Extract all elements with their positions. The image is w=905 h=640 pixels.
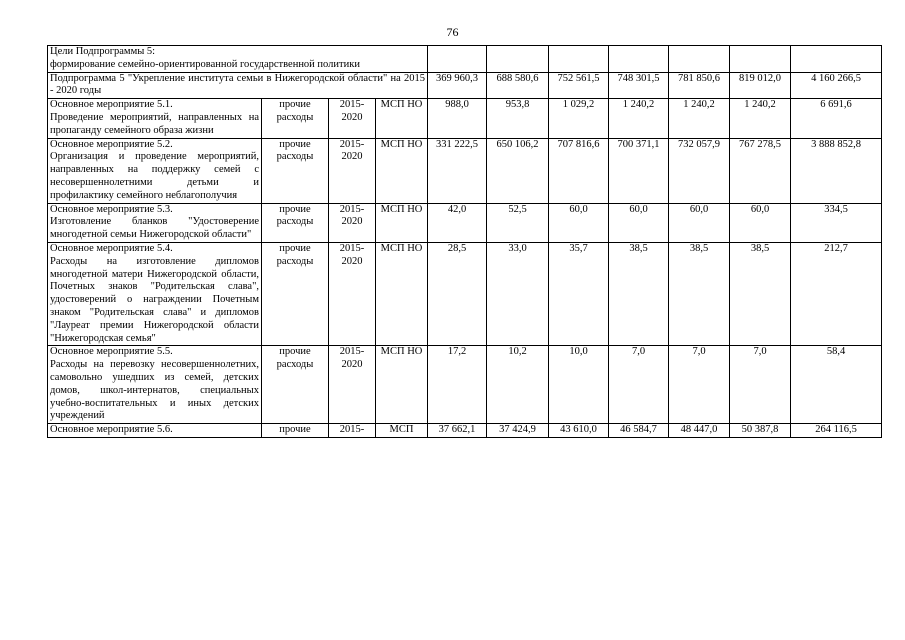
value-2018: 1 240,2 <box>609 99 669 138</box>
value-2020: 7,0 <box>730 346 791 424</box>
value-2020: 60,0 <box>730 203 791 242</box>
value-2018: 60,0 <box>609 203 669 242</box>
expense-type: прочие расходы <box>262 346 329 424</box>
value-2017: 752 561,5 <box>549 72 609 99</box>
value-2018: 700 371,1 <box>609 138 669 203</box>
value-2018: 7,0 <box>609 346 669 424</box>
budget-table <box>47 45 882 438</box>
measure-description <box>48 346 262 424</box>
measure-row <box>48 203 882 242</box>
value-2019: 7,0 <box>669 346 730 424</box>
value-total: 212,7 <box>791 242 882 345</box>
measure-title: Основное мероприятие 5.2. <box>50 138 173 150</box>
value-total: 4 160 266,5 <box>791 72 882 99</box>
value-2017: 10,0 <box>549 346 609 424</box>
value-2017: 43 610,0 <box>549 424 609 438</box>
period: 2015-2020 <box>329 99 376 138</box>
expense-type: прочие <box>262 424 329 438</box>
measure-row <box>48 242 882 345</box>
value-2017: 707 816,6 <box>549 138 609 203</box>
subprogram-title: Подпрограмма 5 "Укрепление института семьи в Нижегородской области" на 2015 - 2020 годы <box>48 72 428 99</box>
page-number: 76 <box>446 25 459 39</box>
measure-description <box>48 203 262 242</box>
value-2016: 688 580,6 <box>487 72 549 99</box>
value-total: 334,5 <box>791 203 882 242</box>
value-2020: 38,5 <box>730 242 791 345</box>
value-2019: 732 057,9 <box>669 138 730 203</box>
value-2017: 35,7 <box>549 242 609 345</box>
measure-title: Основное мероприятие 5.3. <box>50 203 173 215</box>
measure-row <box>48 346 882 424</box>
value-2016: 10,2 <box>487 346 549 424</box>
value-2017: 1 029,2 <box>549 99 609 138</box>
measure-title: Основное мероприятие 5.5. <box>50 346 173 358</box>
executor: МСП <box>376 424 428 438</box>
expense-type: прочие расходы <box>262 203 329 242</box>
value-2019: 781 850,6 <box>669 72 730 99</box>
measure-description <box>48 99 262 138</box>
value-2018: 38,5 <box>609 242 669 345</box>
value-total: 264 116,5 <box>791 424 882 438</box>
period: 2015-2020 <box>329 203 376 242</box>
expense-type: прочие расходы <box>262 99 329 138</box>
measure-text: Проведение мероприятий, направленных на пропаганду семейного образа жизни <box>50 111 259 136</box>
executor: МСП НО <box>376 242 428 345</box>
value-2019: 48 447,0 <box>669 424 730 438</box>
measure-description <box>48 424 262 438</box>
value-2015: 17,2 <box>428 346 487 424</box>
executor: МСП НО <box>376 203 428 242</box>
value-2015: 331 222,5 <box>428 138 487 203</box>
value-2016: 37 424,9 <box>487 424 549 438</box>
value-2016: 33,0 <box>487 242 549 345</box>
measure-description <box>48 138 262 203</box>
value-total: 58,4 <box>791 346 882 424</box>
value-2019: 38,5 <box>669 242 730 345</box>
goals-row <box>48 46 882 73</box>
measure-text: Организация и проведение мероприятий, направленных на поддержку семей с несовершеннолетними детьми и профилактику семейного неблагополучия <box>50 151 259 201</box>
value-2020: 1 240,2 <box>730 99 791 138</box>
measure-title: Основное мероприятие 5.1. <box>50 99 173 111</box>
measure-text: Расходы на изготовление дипломов многодетной матери Нижегородской области, Почетных знаков "Родительская слава", удостоверений о награждении Почетным знаком "Родительская слава" и дипломов "Лауреат премии Нижегородской области "Нижегородская семья" <box>50 255 259 344</box>
value-2018: 748 301,5 <box>609 72 669 99</box>
period: 2015-2020 <box>329 346 376 424</box>
value-2017: 60,0 <box>549 203 609 242</box>
measure-description <box>48 242 262 345</box>
value-2018: 46 584,7 <box>609 424 669 438</box>
period: 2015- <box>329 424 376 438</box>
value-2015: 988,0 <box>428 99 487 138</box>
value-2015: 42,0 <box>428 203 487 242</box>
executor: МСП НО <box>376 346 428 424</box>
executor: МСП НО <box>376 138 428 203</box>
measure-title: Основное мероприятие 5.4. <box>50 242 173 254</box>
value-2019: 1 240,2 <box>669 99 730 138</box>
period: 2015-2020 <box>329 242 376 345</box>
measure-rows <box>48 99 882 438</box>
expense-type: прочие расходы <box>262 138 329 203</box>
goals-line-2: формирование семейно-ориентированной государственной политики <box>50 58 360 70</box>
subprogram-row <box>48 72 882 99</box>
measure-row <box>48 99 882 138</box>
value-2016: 52,5 <box>487 203 549 242</box>
measure-text: Расходы на перевозку несовершеннолетних, самовольно ушедших из семей, детских домов, школ-интернатов, специальных учебно-воспитательных и иных детских учреждений <box>50 359 259 422</box>
measure-row <box>48 424 882 438</box>
value-2016: 953,8 <box>487 99 549 138</box>
value-2015: 28,5 <box>428 242 487 345</box>
period: 2015-2020 <box>329 138 376 203</box>
executor: МСП НО <box>376 99 428 138</box>
goals-line-1: Цели Подпрограммы 5: <box>50 46 156 57</box>
value-2015: 37 662,1 <box>428 424 487 438</box>
value-2020: 819 012,0 <box>730 72 791 99</box>
measure-title: Основное мероприятие 5.6. <box>50 424 173 436</box>
value-2015: 369 960,3 <box>428 72 487 99</box>
goals-cell <box>48 46 428 73</box>
value-2020: 767 278,5 <box>730 138 791 203</box>
measure-row <box>48 138 882 203</box>
value-total: 6 691,6 <box>791 99 882 138</box>
value-2016: 650 106,2 <box>487 138 549 203</box>
expense-type: прочие расходы <box>262 242 329 345</box>
measure-text: Изготовление бланков "Удостоверение многодетной семьи Нижегородской области" <box>50 216 259 241</box>
value-2019: 60,0 <box>669 203 730 242</box>
value-2020: 50 387,8 <box>730 424 791 438</box>
value-total: 3 888 852,8 <box>791 138 882 203</box>
